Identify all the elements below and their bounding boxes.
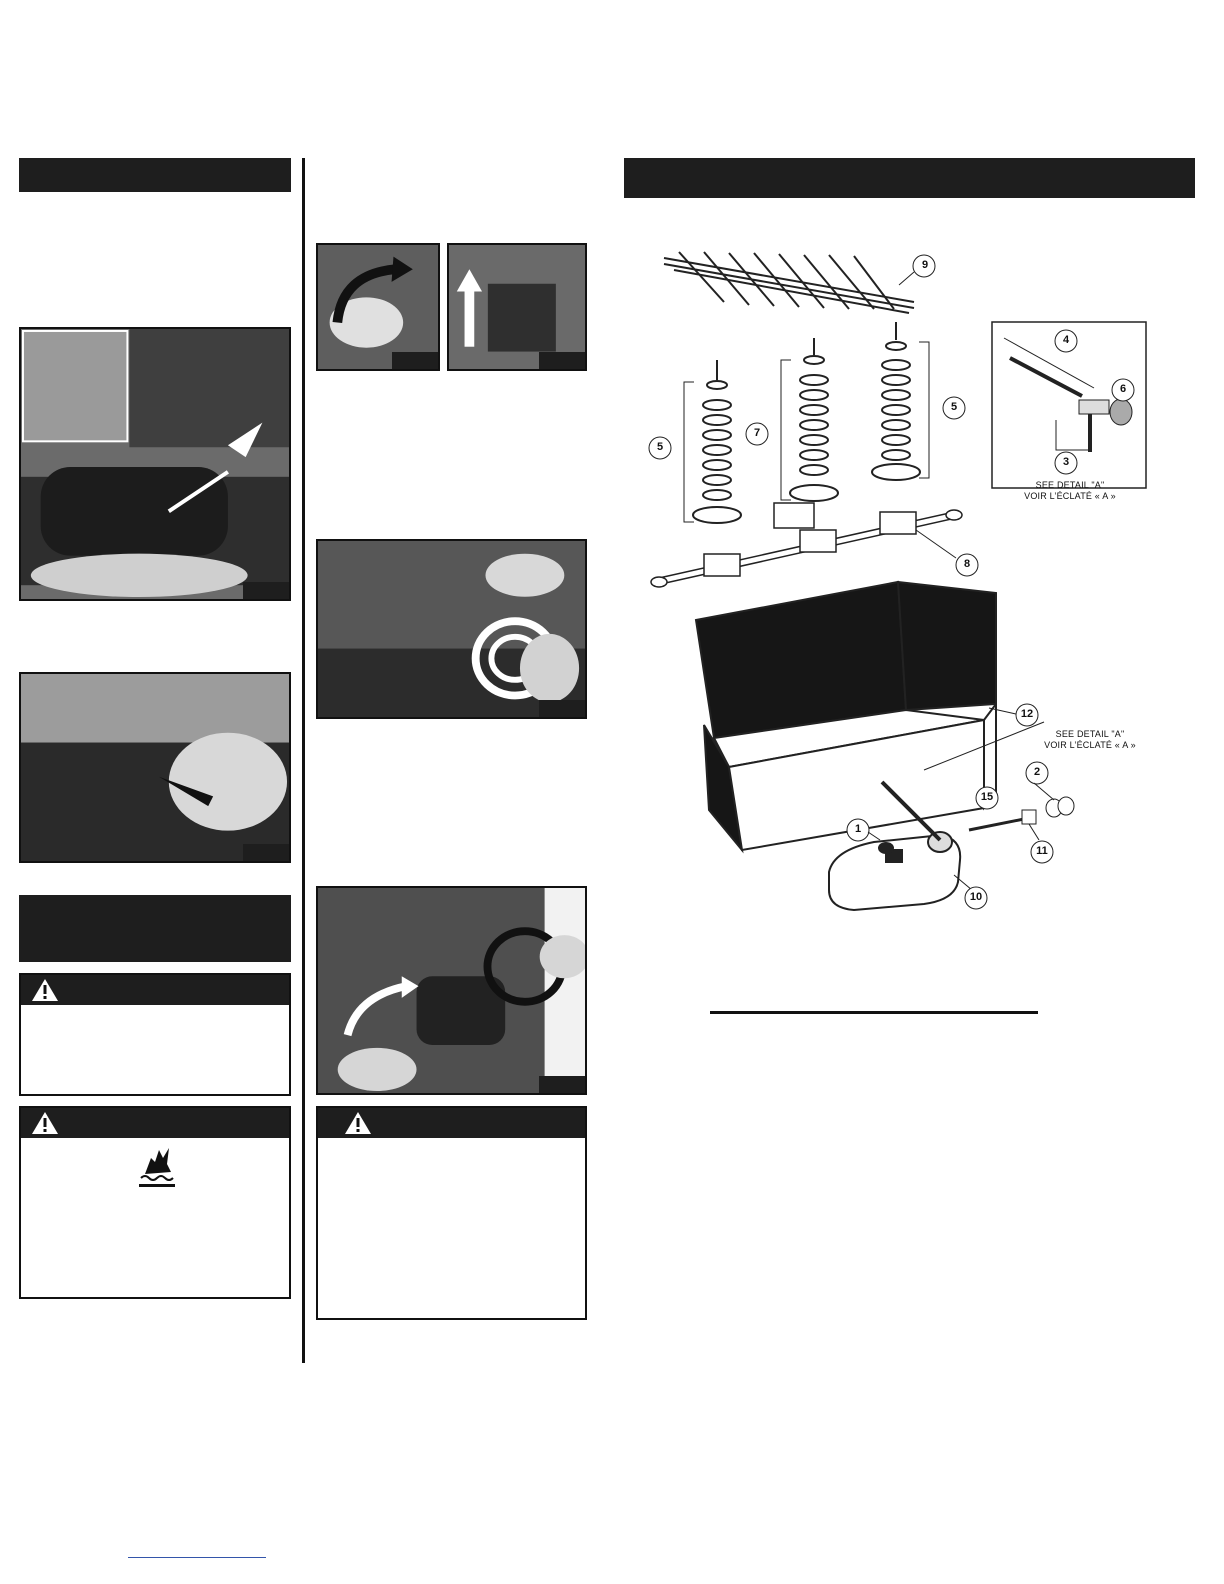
burner-stack-right	[872, 322, 920, 480]
part-number-7: 7	[753, 427, 761, 439]
warning-box-1	[19, 973, 291, 1096]
detail-label-case	[1030, 729, 1150, 751]
figure-label-box	[539, 1076, 585, 1093]
footer-link-underline[interactable]	[128, 1557, 266, 1558]
horizontal-rule	[710, 1011, 1038, 1014]
detail-label-en: SEE DETAIL "A"	[1035, 480, 1105, 490]
figure-label-box	[392, 352, 438, 369]
figure-label-box	[539, 352, 585, 369]
photo-slide-tank	[19, 672, 291, 863]
warning-header	[21, 975, 289, 1005]
part-number-3: 3	[1062, 456, 1070, 468]
part-number-4: 4	[1062, 334, 1070, 346]
figure-label-box	[243, 844, 289, 861]
warning-triangle-icon	[31, 978, 59, 1002]
detail-label-box	[1010, 480, 1130, 502]
detail-label-fr: VOIR L’ÉCLATÉ « A »	[1024, 491, 1116, 501]
parts-header-bar	[624, 158, 1195, 198]
part-number-2: 2	[1033, 766, 1041, 778]
left-section-header-bar	[19, 158, 291, 192]
photo-control-valve	[316, 886, 587, 1095]
part-number-12: 12	[1020, 708, 1034, 720]
warning-triangle-icon	[344, 1111, 372, 1135]
photo-lighting-burner	[316, 539, 587, 719]
warning-triangle-icon	[31, 1111, 59, 1135]
photo-fuel-tank-install	[19, 327, 291, 601]
hot-surface-icon	[137, 1144, 177, 1188]
part-number-6: 6	[1119, 383, 1127, 395]
part-number-10: 10	[969, 891, 983, 903]
detail-label-fr: VOIR L’ÉCLATÉ « A »	[1044, 740, 1136, 750]
photo-regulator-knob	[316, 243, 440, 371]
figure-label-box	[243, 582, 289, 599]
part-number-5-left: 5	[656, 441, 664, 453]
warning-header	[318, 1108, 585, 1138]
warning-box-2	[19, 1106, 291, 1299]
photo-regulator-lift	[447, 243, 587, 371]
warning-box-3	[316, 1106, 587, 1320]
detail-label-en: SEE DETAIL "A"	[1055, 729, 1125, 739]
warning-header	[21, 1108, 289, 1138]
part-number-15: 15	[980, 791, 994, 803]
part-number-9: 9	[921, 259, 929, 271]
figure-label-box	[539, 700, 585, 717]
burner-stack-center	[790, 338, 838, 501]
burner-stack-left	[693, 360, 741, 523]
part-number-5-right: 5	[950, 401, 958, 413]
part-number-11: 11	[1036, 845, 1048, 857]
left-section-header-bar-2	[19, 895, 291, 962]
grate-part	[664, 252, 914, 313]
part-number-1: 1	[854, 823, 862, 835]
burner-bar-part	[651, 503, 962, 587]
stove-case-part	[696, 582, 996, 850]
part-number-8: 8	[963, 558, 971, 570]
column-divider	[302, 158, 305, 1363]
exploded-parts-diagram	[624, 210, 1195, 920]
